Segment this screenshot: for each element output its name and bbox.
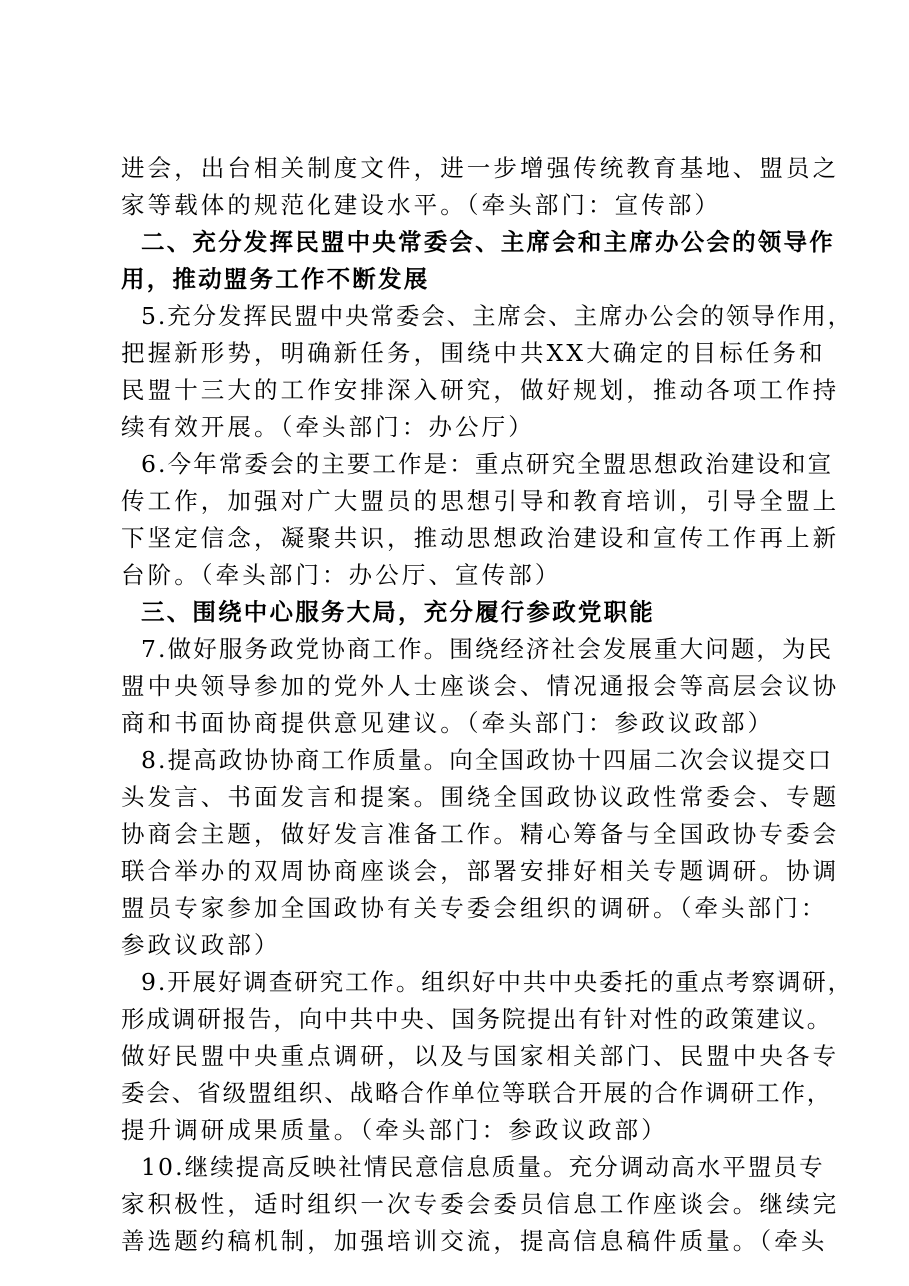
body-line: 委会、省级盟组织、战略合作单位等联合开展的合作调研工作，	[121, 1079, 833, 1107]
item-5-line: 5.充分发挥民盟中央常委会、主席会、主席办公会的领导作用，	[141, 302, 854, 330]
body-line: 做好民盟中央重点调研，以及与国家相关部门、民盟中央各专	[121, 1042, 840, 1070]
body-line: 善选题约稿机制，加强培训交流，提高信息稿件质量。（牵头	[121, 1227, 828, 1255]
body-line: 家等载体的规范化建设水平。（牵头部门：宣传部）	[121, 191, 722, 219]
body-line: 把握新形势，明确新任务，围绕中共XX大确定的目标任务和	[121, 339, 826, 367]
body-line: 商和书面协商提供意见建议。（牵头部门：参政议政部）	[121, 709, 775, 737]
body-line: 传工作，加强对广大盟员的思想引导和教育培训，引导全盟上	[121, 487, 840, 515]
section-heading-2-cont: 用，推动盟务工作不断发展	[121, 265, 430, 293]
item-6-line: 6.今年常委会的主要工作是：重点研究全盟思想政治建设和宣	[141, 450, 834, 478]
item-9-line: 9.开展好调查研究工作。组织好中共中央委托的重点考察调研，	[141, 968, 854, 996]
document-body	[121, 150, 854, 1260]
body-line: 盟员专家参加全国政协有关专委会组织的调研。（牵头部门：	[121, 894, 828, 922]
body-line: 台阶。（牵头部门：办公厅、宣传部）	[121, 561, 562, 589]
body-line: 参政议政部）	[121, 931, 281, 959]
body-line: 联合举办的双周协商座谈会，部署安排好相关专题调研。协调	[121, 857, 840, 885]
body-line: 民盟十三大的工作安排深入研究，做好规划，推动各项工作持	[121, 376, 840, 404]
body-line: 盟中央领导参加的党外人士座谈会、情况通报会等高层会议协	[121, 672, 840, 700]
body-line: 续有效开展。（牵头部门：办公厅）	[121, 413, 535, 441]
item-8-line: 8.提高政协协商工作质量。向全国政协十四届二次会议提交口	[141, 746, 834, 774]
body-line: 头发言、书面发言和提案。围绕全国政协议政性常委会、专题	[121, 783, 840, 811]
section-heading-3: 三、围绕中心服务大局，充分履行参政党职能	[141, 598, 655, 626]
item-7-line: 7.做好服务政党协商工作。围绕经济社会发展重大问题，为民	[141, 635, 834, 663]
body-line: 协商会主题，做好发言准备工作。精心筹备与全国政协专委会	[121, 820, 840, 848]
body-line: 下坚定信念，凝聚共识，推动思想政治建设和宣传工作再上新	[121, 524, 840, 552]
section-heading-2: 二、充分发挥民盟中央常委会、主席会和主席办公会的领导作	[141, 228, 835, 256]
item-10-line: 10.继续提高反映社情民意信息质量。充分调动高水平盟员专	[141, 1153, 825, 1181]
body-line: 家积极性，适时组织一次专委会委员信息工作座谈会。继续完	[121, 1190, 840, 1218]
body-line: 进会，出台相关制度文件，进一步增强传统教育基地、盟员之	[121, 154, 840, 182]
body-line: 形成调研报告，向中共中央、国务院提出有针对性的政策建议。	[121, 1005, 833, 1033]
body-line: 提升调研成果质量。（牵头部门：参政议政部）	[121, 1116, 668, 1144]
